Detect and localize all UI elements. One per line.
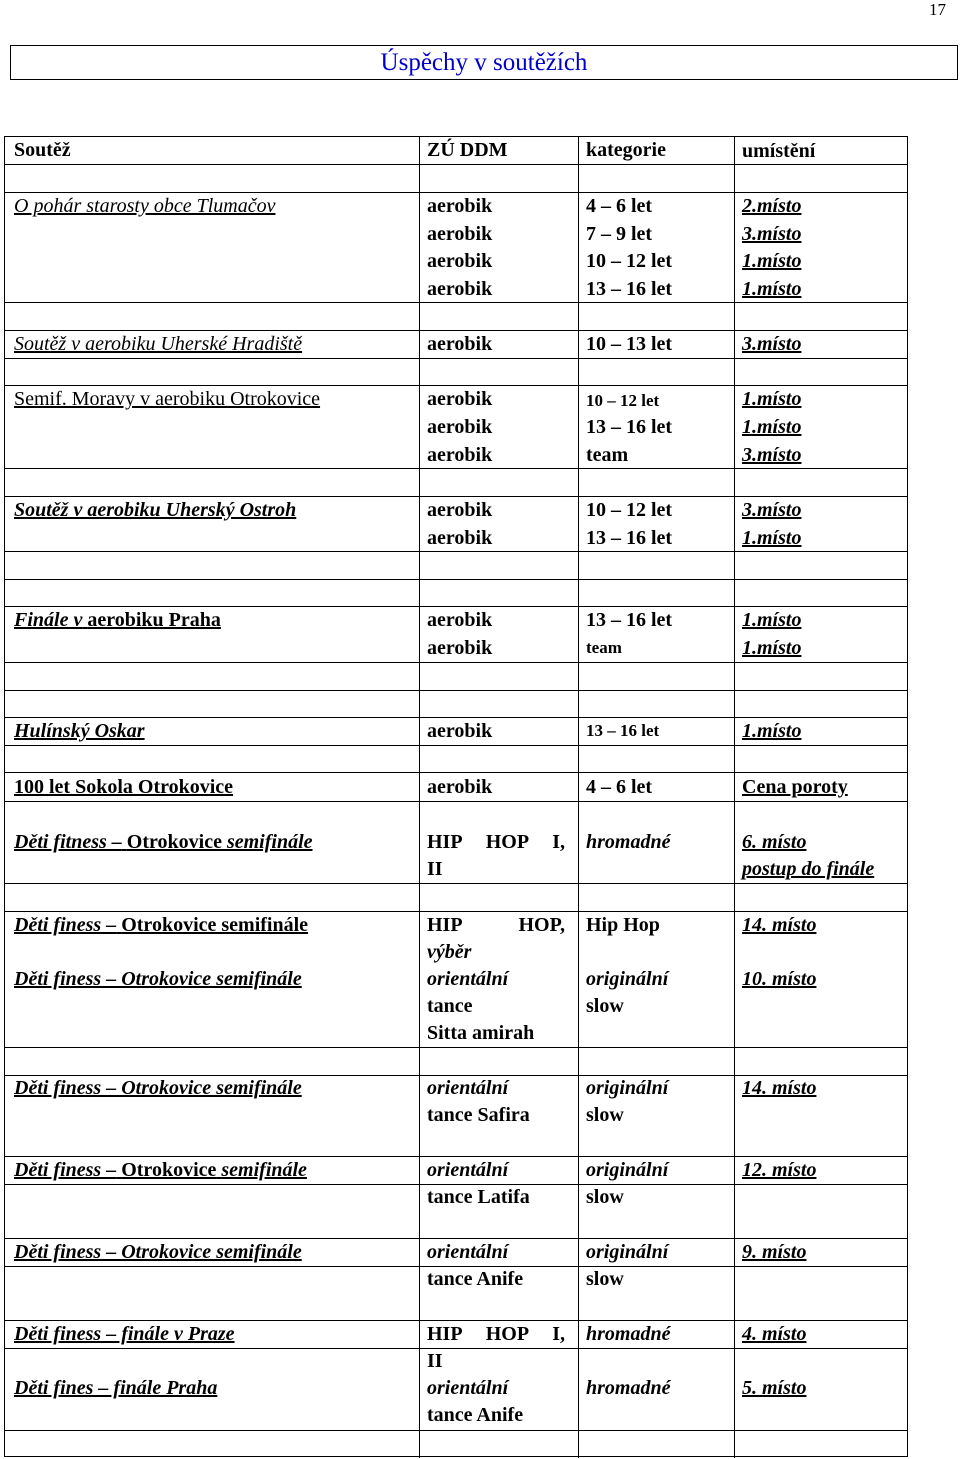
category-cell: 7 – 9 let: [586, 223, 653, 245]
competition-name-part: Finále v: [14, 609, 83, 631]
zu-ddm-cell: tance Safira: [427, 1104, 530, 1126]
category-cell: 10 – 12 let: [586, 250, 673, 272]
row-divider: [5, 1047, 907, 1048]
title-box: [10, 45, 958, 80]
zu-ddm-cell: HIP HOP I,: [427, 1323, 565, 1345]
zu-ddm-cell: Sitta amirah: [427, 1022, 535, 1044]
placement-cell: 1.místo: [742, 278, 802, 300]
zu-ddm-cell: orientální: [427, 1159, 509, 1181]
competition-name-part: aerobiku Praha: [87, 609, 221, 631]
competition-name: Soutěž v aerobiku Uherský Ostroh: [14, 499, 297, 521]
zu-ddm-cell: aerobik: [427, 776, 493, 798]
category-cell: originální: [586, 1241, 669, 1263]
category-cell: 13 – 16 let: [586, 609, 673, 631]
column-divider: [578, 137, 579, 1458]
zu-ddm-cell: aerobik: [427, 444, 493, 466]
zu-ddm-cell: aerobik: [427, 250, 493, 272]
category-cell: slow: [586, 1186, 624, 1208]
zu-ddm-cell: aerobik: [427, 499, 493, 521]
placement-cell: 3.místo: [742, 333, 802, 355]
zu-ddm-cell: HIP HOP I,: [427, 831, 565, 853]
placement-cell: 2.místo: [742, 195, 802, 217]
placement-cell: 12. místo: [742, 1159, 817, 1181]
placement-cell: 4. místo: [742, 1323, 807, 1345]
category-cell: team: [586, 444, 629, 466]
category-cell: originální: [586, 1159, 669, 1181]
category-cell: 10 – 12 let: [586, 499, 673, 521]
competition-name: [14, 912, 308, 939]
category-cell: 4 – 6 let: [586, 776, 653, 798]
placement-cell: 1.místo: [742, 637, 802, 659]
competition-name: Děti finess – Otrokovice semifinále: [14, 968, 302, 990]
competition-name: O pohár starosty obce Tlumačov: [14, 195, 276, 217]
category-cell: slow: [586, 1104, 624, 1126]
zu-ddm-cell: aerobik: [427, 720, 493, 742]
header-zu-ddm: ZÚ DDM: [427, 139, 508, 161]
results-table: [4, 136, 908, 1457]
placement-cell: 1.místo: [742, 527, 802, 549]
zu-ddm-cell: tance Latifa: [427, 1186, 530, 1208]
zu-ddm-cell: orientální: [427, 1077, 509, 1099]
competition-name: Děti finess – Otrokovice semifinále: [14, 1241, 302, 1263]
category-cell: 13 – 16 let: [586, 416, 673, 438]
column-divider: [734, 137, 735, 1458]
competition-name: Děti fines – finále Praha: [14, 1377, 218, 1399]
page-number: 17: [929, 0, 946, 19]
placement-cell: 1.místo: [742, 609, 802, 631]
category-cell: 13 – 16 let: [586, 278, 673, 300]
competition-name-part: Děti fitness –: [14, 831, 122, 853]
category-cell: Hip Hop: [586, 914, 660, 936]
placement-cell: 1.místo: [742, 720, 802, 742]
placement-cell: Cena poroty: [742, 776, 848, 798]
row-divider: [5, 579, 907, 580]
row-divider: [5, 1348, 907, 1349]
competition-name-part: Otrokovice: [121, 1159, 217, 1181]
category-cell: 13 – 16 let: [586, 527, 673, 549]
row-divider: [5, 801, 907, 802]
row-divider: [5, 883, 907, 884]
competition-name-part: Otrokovice: [126, 831, 222, 853]
row-divider: [5, 662, 907, 663]
placement-cell: 14. místo: [742, 914, 817, 936]
category-cell: 10 – 13 let: [586, 333, 673, 355]
header-placement: umístění: [742, 140, 816, 162]
competition-name: Děti finess – Otrokovice semifinále: [14, 1077, 302, 1099]
placement-note: postup do finále: [742, 858, 875, 880]
category-cell: 4 – 6 let: [586, 195, 653, 217]
competition-name: [14, 1157, 307, 1184]
zu-ddm-cell: II: [427, 1350, 443, 1372]
category-cell: slow: [586, 995, 624, 1017]
placement-cell: 10. místo: [742, 968, 817, 990]
competition-name-part: Děti finess –: [14, 914, 117, 936]
row-divider: [5, 745, 907, 746]
row-divider: [5, 1430, 907, 1431]
competition-name-part: Děti finess –: [14, 1159, 117, 1181]
placement-cell: 14. místo: [742, 1077, 817, 1099]
column-divider: [419, 137, 420, 1458]
placement-cell: 6. místo: [742, 831, 807, 853]
row-divider: [5, 690, 907, 691]
zu-ddm-cell: aerobik: [427, 527, 493, 549]
placement-cell: 3.místo: [742, 444, 802, 466]
competition-name: Děti finess – finále v Praze: [14, 1323, 235, 1345]
zu-ddm-cell: tance: [427, 995, 473, 1017]
competition-name: [14, 607, 221, 634]
competition-name: Hulínský Oskar: [14, 720, 145, 742]
zu-ddm-cell: aerobik: [427, 388, 493, 410]
zu-ddm-cell: orientální: [427, 968, 509, 990]
zu-ddm-cell: aerobik: [427, 223, 493, 245]
header-competition: Soutěž: [14, 139, 71, 161]
zu-ddm-cell: aerobik: [427, 609, 493, 631]
placement-cell: 1.místo: [742, 388, 802, 410]
page-title: Úspěchy v soutěžích: [380, 49, 588, 76]
competition-name-part: semifinále: [226, 831, 313, 853]
zu-ddm-cell: aerobik: [427, 195, 493, 217]
placement-cell: 3.místo: [742, 499, 802, 521]
category-cell: team: [586, 638, 622, 657]
category-cell: hromadné: [586, 831, 671, 853]
zu-ddm-cell: aerobik: [427, 278, 493, 300]
zu-ddm-cell: II: [427, 858, 443, 880]
category-cell: slow: [586, 1268, 624, 1290]
competition-name-part: Otrokovice semifinále: [121, 914, 309, 936]
category-cell: originální: [586, 968, 669, 990]
category-cell: hromadné: [586, 1323, 671, 1345]
placement-cell: 5. místo: [742, 1377, 807, 1399]
placement-cell: 1.místo: [742, 416, 802, 438]
competition-name: [14, 829, 313, 856]
zu-ddm-cell: aerobik: [427, 637, 493, 659]
zu-ddm-cell: výběr: [427, 941, 472, 963]
competition-name: Soutěž v aerobiku Uherské Hradiště: [14, 333, 303, 355]
competition-name: 100 let Sokola Otrokovice: [14, 776, 234, 798]
row-divider: [5, 772, 907, 773]
category-cell: hromadné: [586, 1377, 671, 1399]
zu-ddm-cell: aerobik: [427, 416, 493, 438]
zu-ddm-cell: tance Anife: [427, 1268, 524, 1290]
zu-ddm-cell: tance Anife: [427, 1404, 524, 1426]
zu-ddm-cell: orientální: [427, 1241, 509, 1263]
zu-ddm-cell: HIP HOP,: [427, 914, 565, 936]
header-category: kategorie: [586, 139, 666, 161]
placement-cell: 9. místo: [742, 1241, 807, 1263]
category-cell: 13 – 16 let: [586, 721, 660, 740]
placement-cell: 3.místo: [742, 223, 802, 245]
category-cell: originální: [586, 1077, 669, 1099]
competition-name-part: semifinále: [221, 1159, 307, 1181]
zu-ddm-cell: aerobik: [427, 333, 493, 355]
row-divider: [5, 358, 907, 359]
competition-name: Semif. Moravy v aerobiku Otrokovice: [14, 388, 321, 410]
category-cell: 10 – 12 let: [586, 391, 660, 410]
placement-cell: 1.místo: [742, 250, 802, 272]
zu-ddm-cell: orientální: [427, 1377, 509, 1399]
